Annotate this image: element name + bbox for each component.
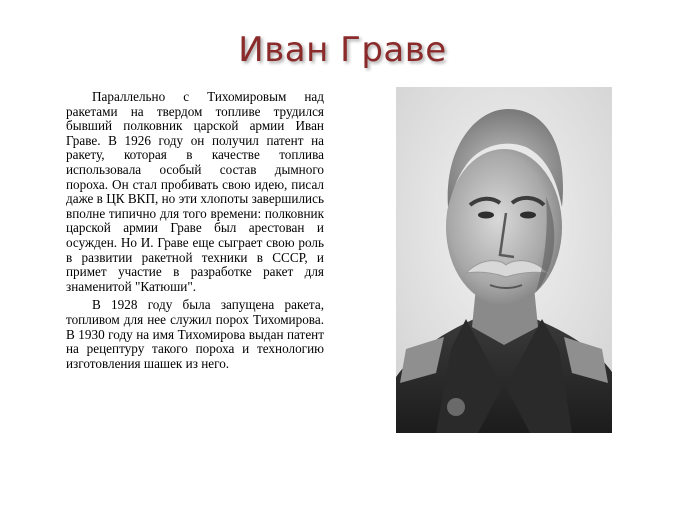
paragraph-2: В 1928 году была запущена ракета, топливом для нее служил порох Тихомирова. В 1930 году на имя Тихомирова выдан патент на рецептуру такого пороха и технологию изготовления шашек из него. [66, 297, 324, 371]
paragraph-1: Параллельно с Тихомировым над ракетами на твердом топливе трудился бывший полковник царской армии Иван Граве. В 1926 году он получил патент на ракету, которая в качестве топлива использовала особый состав дымного пороха. Он стал пробивать свою идею, писал даже в ЦК ВКП, но эти хлопоты завершились вполне типично для того времени: полковник царской армии Граве был арестован и осужден. Но И. Граве еще сыграет свою роль в развитии ракетной техники в СССР, и примет участие в разработке ракет для знаменитой "Катюши". [66, 89, 324, 294]
portrait-image [396, 87, 612, 433]
slide-body-text [66, 90, 324, 375]
portrait-photo [396, 87, 612, 433]
slide-title: Иван Граве [238, 30, 447, 70]
